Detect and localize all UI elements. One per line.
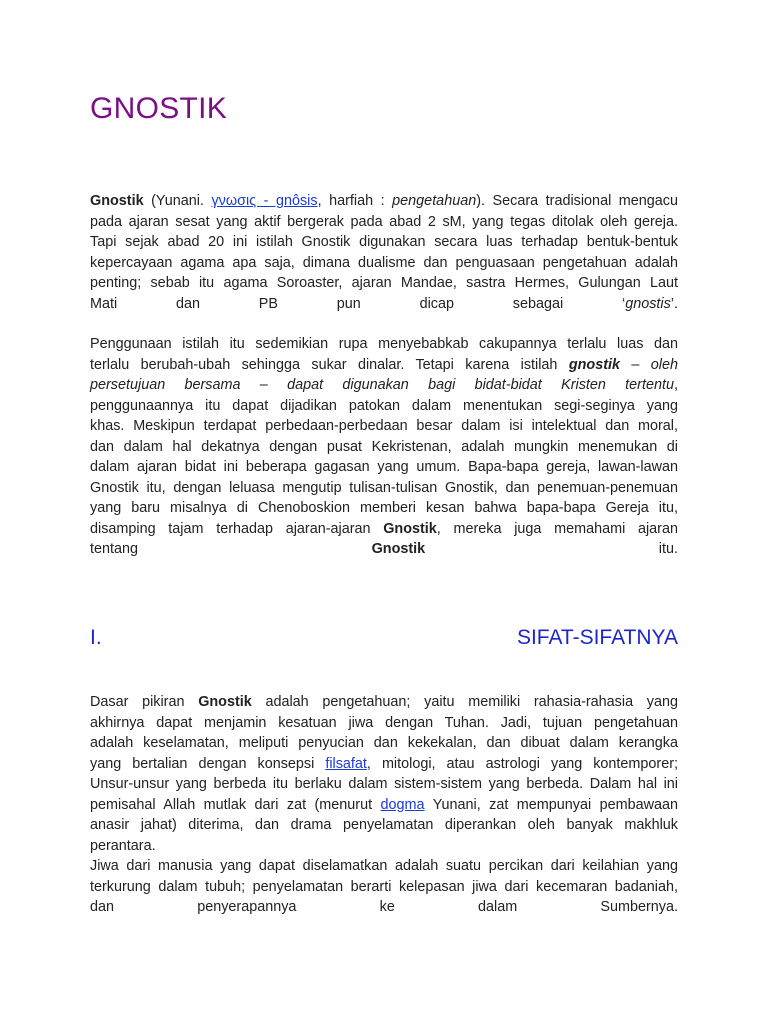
text-line: adalah keselamatan, meliputi penyucian dan kekekalan, dan dibuat dalam kerangka: [90, 735, 678, 751]
text-line: [90, 375, 678, 396]
text-span: (Yunani.: [143, 193, 212, 209]
text-line: [90, 355, 678, 376]
text-span: adalah pengetahuan; yaitu memiliki rahasia-rahasia yang: [251, 694, 678, 710]
text-line: pada ajaran sesat yang aktif bergerak pada abad 2 sM, yang tegas ditolak oleh gereja.: [90, 213, 678, 230]
paragraph-characteristics: [90, 692, 678, 918]
text-line: dalam ajaran bidat ini beberapa gagasan yang umum. Bapa-bapa gereja, lawan-lawan: [90, 459, 678, 475]
text-line: yang baru misalnya di Chenoboskion memberi kesan bahwa bapa-bapa Gereja itu,: [90, 500, 678, 516]
text-span: disamping tajam terhadap ajaran-ajaran: [90, 520, 384, 537]
text-line: kepercayaan agama apa saja, dimana dualisme dan penguasaan pengetahuan adalah: [90, 254, 678, 271]
term-gnostik: Gnostik: [383, 520, 437, 537]
link-gnosis[interactable]: γνωσις - gnôsis: [211, 193, 318, 209]
term-gnostik: Gnostik: [371, 541, 426, 557]
text-span: Dasar pikiran: [90, 694, 199, 710]
text-line: penggunaannya itu dapat dijadikan patokan dalam menentukan segi-seginya yang: [90, 397, 678, 414]
text-line: terkurung dalam tubuh; penyelamatan berarti kelepasan jiwa dari kecemaran badaniah,: [90, 878, 678, 895]
text-span: ). Secara tradisional mengacu: [476, 193, 678, 209]
text-span: itu.: [658, 541, 678, 557]
text-line: Unsur-unsur yang berbeda itu berlaku dalam sistem-sistem yang berbeda. Dalam hal ini: [90, 776, 678, 792]
page-title: GNOSTIK: [90, 92, 228, 125]
italic-text: persetujuan bersama – dapat digunakan bagi bidat-bidat Kristen tertentu: [90, 377, 674, 393]
text-line: [90, 539, 678, 560]
text-line: perantara.: [90, 837, 156, 854]
text-line: [90, 519, 678, 540]
text-line: khas. Meskipun terdapat perbedaan-perbedaan besar dalam isi intelektual dan moral,: [90, 418, 678, 434]
italic-text: pengetahuan: [392, 193, 477, 209]
text-span: tentang: [90, 541, 139, 557]
text-line: Tapi sejak abad 20 ini istilah Gnostik digunakan secara luas terhadap bentuk-bentuk: [90, 234, 678, 250]
italic-text: gnostis: [625, 295, 671, 312]
text-line: dan dalam hal dekatnya dengan pusat Kekristenan, adalah mungkin menemukan di: [90, 438, 678, 455]
text-line: [90, 294, 678, 315]
text-line: penting; sebab itu agama Soroaster, ajaran Mandae, sastra Hermes, Gulungan Laut: [90, 275, 678, 291]
link-dogma[interactable]: dogma: [380, 796, 425, 813]
text-span: Yunani, zat mempunyai pembawaan: [424, 796, 678, 813]
section-heading: [90, 626, 678, 650]
text-line: Gnostik itu, dengan leluasa mengutip tulisan-tulisan Gnostik, dan penemuan-penemuan: [90, 479, 678, 496]
text-span: terlalu berubah-ubah sehingga sukar dinalar. Tetapi karena istilah: [90, 356, 569, 373]
text-line: [90, 795, 678, 816]
text-line: akhirnya dapat menjamin kesatuan jiwa dengan Tuhan. Jadi, tujuan pengetahuan: [90, 714, 678, 731]
text-line: anasir jahat) diterima, dan drama penyelamatan diperankan oleh banyak makhluk: [90, 817, 678, 833]
term-gnostik: gnostik: [568, 356, 620, 373]
text-line: [90, 191, 678, 212]
text-span: Mati dan PB pun dicap sebagai ‘: [90, 295, 626, 312]
text-span: ,: [674, 377, 678, 393]
italic-text: – oleh: [620, 356, 678, 373]
link-filsafat[interactable]: filsafat: [325, 755, 367, 772]
term-gnostik: Gnostik: [90, 193, 144, 209]
text-line: [90, 692, 678, 713]
text-span: ’.: [670, 295, 678, 312]
text-line: dan penyerapannya ke dalam Sumbernya.: [90, 899, 678, 915]
section-title: SIFAT-SIFATNYA: [516, 626, 678, 649]
text-span: pemisahal Allah mutlak dari zat (menurut: [90, 796, 381, 813]
paragraph-intro: [90, 191, 678, 314]
text-span: , harfiah :: [317, 193, 393, 209]
text-line: Penggunaan istilah itu sedemikian rupa menyebabkab cakupannya terlalu luas dan: [90, 336, 678, 352]
section-number: I.: [90, 626, 102, 649]
text-span: yang bertalian dengan konsepsi: [90, 755, 326, 772]
paragraph-usage: [90, 334, 678, 560]
text-span: , mitologi, atau astrologi yang kontemporer;: [366, 755, 679, 772]
text-span: , mereka juga memahami ajaran: [436, 520, 678, 537]
text-line: [90, 754, 678, 775]
text-line: Jiwa dari manusia yang dapat diselamatkan adalah suatu percikan dari keilahian yang: [90, 858, 678, 874]
term-gnostik: Gnostik: [198, 694, 252, 710]
